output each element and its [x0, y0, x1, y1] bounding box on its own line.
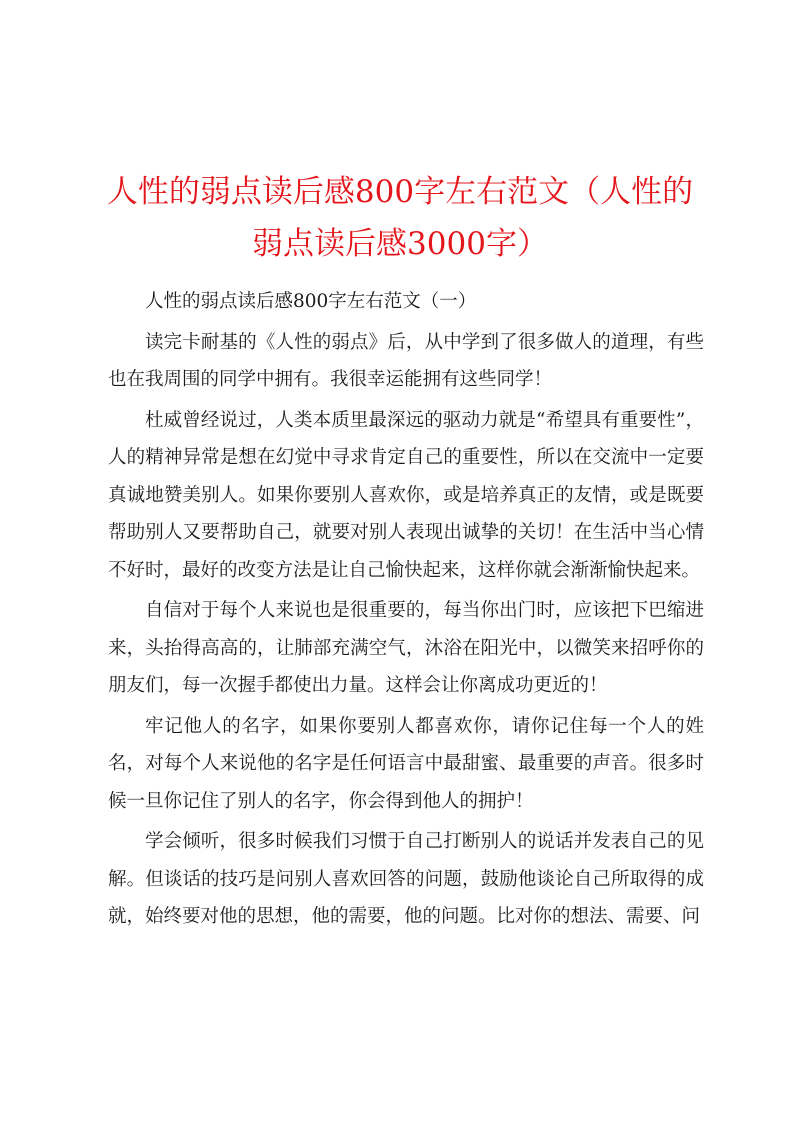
document-title: 人性的弱点读后感800字左右范文（人性的弱点读后感3000字）: [106, 174, 694, 262]
paragraph: 读完卡耐基的《人性的弱点》后，从中学到了很多做人的道理，有些也在我周围的同学中拥有。我很幸运能拥有这些同学！: [108, 331, 704, 390]
paragraph: 杜威曾经说过，人类本质里最深远的驱动力就是“希望具有重要性”，人的精神异常是想在幻觉中寻求肯定自己的重要性，所以在交流中一定要真诚地赞美别人。如果你要别人喜欢你，或是培养真正的友情，或是既要帮助别人又要帮助自己，就要对别人表现出诚挚的关切！在生活中当心情不好时，最好的改变方法是让自己愉快起来，这样你就会渐渐愉快起来。: [108, 409, 704, 581]
section-heading: 人性的弱点读后感800字左右范文（一）: [145, 291, 477, 312]
paragraph: 自信对于每个人来说也是很重要的，每当你出门时，应该把下巴缩进来，头抬得高高的，让肺部充满空气，沐浴在阳光中，以微笑来招呼你的朋友们，每一次握手都使出力量。这样会让你离成功更近的！: [108, 600, 704, 696]
document-body: [108, 283, 704, 939]
paragraph: 牢记他人的名字，如果你要别人都喜欢你，请你记住每一个人的姓名，对每个人来说他的名字是任何语言中最甜蜜、最重要的声音。很多时候一旦你记住了别人的名字，你会得到他人的拥护！: [108, 715, 704, 812]
paragraph: 学会倾听，很多时候我们习惯于自己打断别人的说话并发表自己的见解。但谈话的技巧是问别人喜欢回答的问题，鼓励他谈论自己所取得的成就，始终要对他的思想，他的需要，他的问题。比对你的想法、需要、问: [108, 831, 704, 927]
